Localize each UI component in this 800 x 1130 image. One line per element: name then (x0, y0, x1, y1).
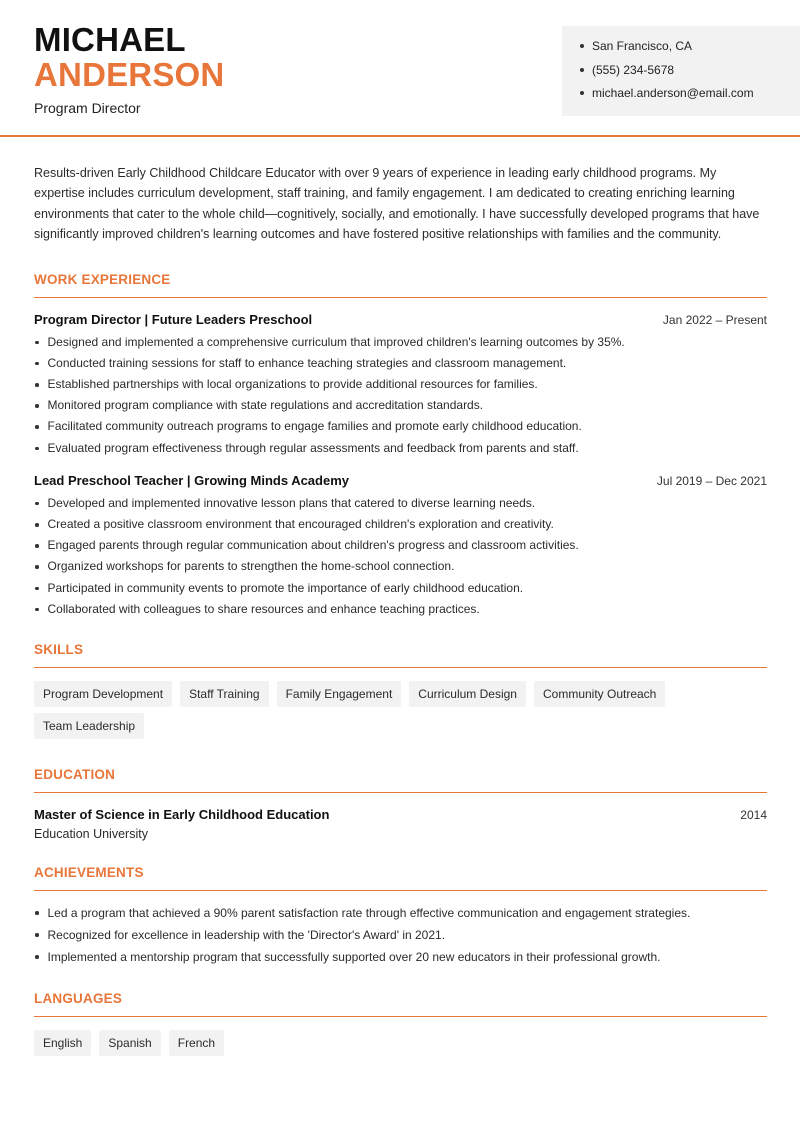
section-divider (34, 890, 767, 891)
contact-box (562, 26, 800, 116)
bullet-icon (35, 523, 39, 527)
bullet-icon (35, 608, 39, 612)
list-item: Developed and implemented innovative lesson plans that catered to diverse learning needs. (34, 493, 767, 514)
list-item: Led a program that achieved a 90% parent satisfaction rate through effective communication and engagement strategies. (34, 902, 767, 924)
section-divider (34, 792, 767, 793)
list-item: Implemented a mentorship program that successfully supported over 20 new educators in their professional growth. (34, 946, 767, 968)
list-item: Engaged parents through regular communication about children's progress and classroom activities. (34, 535, 767, 556)
job-role: Program Director (34, 100, 141, 116)
language-tag: English (34, 1030, 91, 1056)
section-divider (34, 667, 767, 668)
bullet-icon (580, 68, 584, 72)
list-item: Established partnerships with local organizations to provide additional resources for families. (34, 374, 767, 395)
contact-email (578, 85, 800, 109)
section-title-languages: LANGUAGES (34, 991, 123, 1007)
section-title-work: WORK EXPERIENCE (34, 271, 171, 287)
bullet-icon (580, 44, 584, 48)
skill-tag: Staff Training (180, 681, 269, 707)
skills-section (34, 642, 767, 745)
skill-tag: Curriculum Design (409, 681, 526, 707)
contact-location-text: San Francisco, CA (592, 39, 693, 53)
bullet-icon (35, 911, 39, 915)
education-year: 2014 (740, 808, 767, 823)
bullet-icon (35, 587, 39, 591)
candidate-name (34, 22, 224, 92)
bullet-icon (35, 383, 39, 387)
job-date: Jan 2022 – Present (662, 312, 767, 327)
first-name: MICHAEL (34, 21, 186, 58)
skill-tag: Community Outreach (534, 681, 665, 707)
achievements-list (34, 902, 767, 968)
contact-phone-text: (555) 234-5678 (592, 62, 675, 77)
bullet-icon (35, 544, 39, 548)
bullet-icon (35, 341, 39, 345)
work-experience-section (34, 272, 767, 620)
skills-tags (34, 681, 767, 745)
contact-email-text: michael.anderson@email.com (592, 86, 754, 100)
bullet-icon (35, 502, 39, 506)
job-title: Lead Preschool Teacher | Growing Minds Academy (34, 472, 349, 488)
contact-phone (578, 62, 800, 86)
section-title-achievements: ACHIEVEMENTS (34, 865, 144, 881)
language-tag: French (169, 1030, 224, 1056)
bullet-icon (35, 955, 39, 959)
list-item: Recognized for excellence in leadership with the 'Director's Award' in 2021. (34, 924, 767, 946)
languages-section (34, 991, 767, 1062)
bullet-icon (35, 933, 39, 937)
bullet-icon (580, 91, 584, 95)
resume-header (0, 0, 800, 136)
bullet-icon (35, 425, 39, 429)
education-section (34, 767, 767, 841)
section-divider (34, 297, 767, 298)
skill-tag: Program Development (34, 681, 172, 707)
job-entry (34, 473, 767, 620)
section-title-skills: SKILLS (34, 642, 84, 658)
job-date: Jul 2019 – Dec 2021 (656, 473, 767, 488)
achievements-section (34, 865, 767, 968)
section-title-education: EDUCATION (34, 767, 116, 783)
list-item: Designed and implemented a comprehensive curriculum that improved children's learning outcomes by 35%. (34, 332, 767, 353)
education-school: Education University (34, 827, 148, 842)
job-bullets (34, 332, 767, 459)
bullet-icon (35, 565, 39, 569)
resume-body (34, 163, 767, 1062)
bullet-icon (35, 404, 39, 408)
job-bullets (34, 493, 767, 620)
summary-paragraph: Results-driven Early Childhood Childcare Educator with over 9 years of experience in leading early childhood programs. My expertise includes curriculum development, staff training, and family engagement. I am dedicated to creating enriching learning environments that cater to the whole child—cognitively, socially, and emotionally. I have successfully developed programs that have significantly improved children's learning outcomes and have fostered positive relationships with families and the community. (34, 166, 760, 242)
list-item: Facilitated community outreach programs to engage families and promote early childhood education. (34, 416, 767, 437)
last-name: ANDERSON (34, 56, 225, 93)
education-entry (34, 807, 767, 841)
header-divider (0, 135, 800, 137)
skill-tag: Family Engagement (277, 681, 402, 707)
skill-tag: Team Leadership (34, 713, 144, 739)
contact-location (578, 38, 800, 62)
list-item: Collaborated with colleagues to share resources and enhance teaching practices. (34, 599, 767, 620)
list-item: Created a positive classroom environment that encouraged children's exploration and creativity. (34, 514, 767, 535)
job-entry (34, 312, 767, 459)
job-title: Program Director | Future Leaders Preschool (34, 311, 313, 327)
section-divider (34, 1016, 767, 1017)
list-item: Participated in community events to promote the importance of early childhood education. (34, 578, 767, 599)
language-tag: Spanish (99, 1030, 160, 1056)
language-tags (34, 1030, 767, 1062)
list-item: Conducted training sessions for staff to enhance teaching strategies and classroom management. (34, 353, 767, 374)
bullet-icon (35, 447, 39, 451)
bullet-icon (35, 362, 39, 366)
list-item: Organized workshops for parents to strengthen the home-school connection. (34, 556, 767, 577)
list-item: Evaluated program effectiveness through regular assessments and feedback from parents and staff. (34, 438, 767, 459)
list-item: Monitored program compliance with state regulations and accreditation standards. (34, 395, 767, 416)
education-degree: Master of Science in Early Childhood Education (34, 807, 330, 823)
